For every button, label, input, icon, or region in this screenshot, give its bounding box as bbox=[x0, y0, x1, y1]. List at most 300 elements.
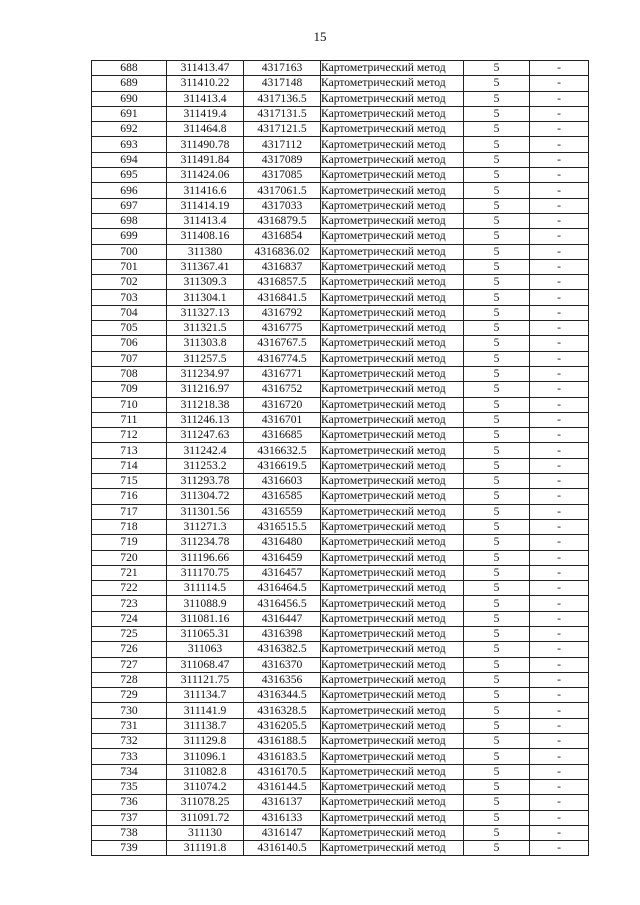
table-row bbox=[92, 504, 589, 519]
point-number-cell: 729 bbox=[92, 688, 167, 703]
y-coordinate-cell: 4317112 bbox=[244, 137, 321, 152]
description-cell: - bbox=[530, 412, 589, 427]
coordinates-table bbox=[91, 60, 589, 856]
table-row bbox=[92, 489, 589, 504]
y-coordinate-cell: 4316464.5 bbox=[244, 581, 321, 596]
method-cell: Картометрический метод bbox=[321, 764, 464, 779]
table-row bbox=[92, 474, 589, 489]
table-row bbox=[92, 412, 589, 427]
precision-cell: 5 bbox=[464, 305, 530, 320]
point-number-cell: 737 bbox=[92, 810, 167, 825]
y-coordinate-cell: 4316619.5 bbox=[244, 458, 321, 473]
x-coordinate-cell: 311170.75 bbox=[167, 565, 244, 580]
y-coordinate-cell: 4316147 bbox=[244, 825, 321, 840]
point-number-cell: 706 bbox=[92, 336, 167, 351]
y-coordinate-cell: 4316792 bbox=[244, 305, 321, 320]
table-row bbox=[92, 749, 589, 764]
x-coordinate-cell: 311242.4 bbox=[167, 443, 244, 458]
method-cell: Картометрический метод bbox=[321, 275, 464, 290]
x-coordinate-cell: 311138.7 bbox=[167, 718, 244, 733]
method-cell: Картометрический метод bbox=[321, 443, 464, 458]
y-coordinate-cell: 4316841.5 bbox=[244, 290, 321, 305]
y-coordinate-cell: 4316603 bbox=[244, 474, 321, 489]
y-coordinate-cell: 4317131.5 bbox=[244, 106, 321, 121]
precision-cell: 5 bbox=[464, 458, 530, 473]
method-cell: Картометрический метод bbox=[321, 749, 464, 764]
point-number-cell: 739 bbox=[92, 841, 167, 856]
x-coordinate-cell: 311074.2 bbox=[167, 779, 244, 794]
y-coordinate-cell: 4317136.5 bbox=[244, 91, 321, 106]
method-cell: Картометрический метод bbox=[321, 642, 464, 657]
x-coordinate-cell: 311271.3 bbox=[167, 519, 244, 534]
precision-cell: 5 bbox=[464, 275, 530, 290]
table-row bbox=[92, 810, 589, 825]
description-cell: - bbox=[530, 366, 589, 381]
table-row bbox=[92, 106, 589, 121]
y-coordinate-cell: 4316771 bbox=[244, 366, 321, 381]
x-coordinate-cell: 311081.16 bbox=[167, 611, 244, 626]
y-coordinate-cell: 4316382.5 bbox=[244, 642, 321, 657]
x-coordinate-cell: 311309.3 bbox=[167, 275, 244, 290]
precision-cell: 5 bbox=[464, 581, 530, 596]
method-cell: Картометрический метод bbox=[321, 581, 464, 596]
method-cell: Картометрический метод bbox=[321, 412, 464, 427]
precision-cell: 5 bbox=[464, 61, 530, 76]
table-row bbox=[92, 718, 589, 733]
precision-cell: 5 bbox=[464, 137, 530, 152]
precision-cell: 5 bbox=[464, 841, 530, 856]
precision-cell: 5 bbox=[464, 198, 530, 213]
y-coordinate-cell: 4316585 bbox=[244, 489, 321, 504]
table-row bbox=[92, 183, 589, 198]
description-cell: - bbox=[530, 596, 589, 611]
description-cell: - bbox=[530, 152, 589, 167]
x-coordinate-cell: 311091.72 bbox=[167, 810, 244, 825]
point-number-cell: 714 bbox=[92, 458, 167, 473]
point-number-cell: 690 bbox=[92, 91, 167, 106]
point-number-cell: 733 bbox=[92, 749, 167, 764]
point-number-cell: 709 bbox=[92, 382, 167, 397]
table-row bbox=[92, 596, 589, 611]
method-cell: Картометрический метод bbox=[321, 825, 464, 840]
table-row bbox=[92, 152, 589, 167]
x-coordinate-cell: 311078.25 bbox=[167, 795, 244, 810]
precision-cell: 5 bbox=[464, 366, 530, 381]
x-coordinate-cell: 311413.4 bbox=[167, 213, 244, 228]
table-row bbox=[92, 458, 589, 473]
precision-cell: 5 bbox=[464, 321, 530, 336]
method-cell: Картометрический метод bbox=[321, 76, 464, 91]
point-number-cell: 707 bbox=[92, 351, 167, 366]
description-cell: - bbox=[530, 810, 589, 825]
table-row bbox=[92, 703, 589, 718]
precision-cell: 5 bbox=[464, 535, 530, 550]
y-coordinate-cell: 4316356 bbox=[244, 672, 321, 687]
method-cell: Картометрический метод bbox=[321, 244, 464, 259]
description-cell: - bbox=[530, 657, 589, 672]
x-coordinate-cell: 311134.7 bbox=[167, 688, 244, 703]
table-row bbox=[92, 198, 589, 213]
x-coordinate-cell: 311303.8 bbox=[167, 336, 244, 351]
description-cell: - bbox=[530, 168, 589, 183]
y-coordinate-cell: 4316447 bbox=[244, 611, 321, 626]
x-coordinate-cell: 311380 bbox=[167, 244, 244, 259]
x-coordinate-cell: 311247.63 bbox=[167, 428, 244, 443]
precision-cell: 5 bbox=[464, 213, 530, 228]
y-coordinate-cell: 4316767.5 bbox=[244, 336, 321, 351]
precision-cell: 5 bbox=[464, 504, 530, 519]
point-number-cell: 738 bbox=[92, 825, 167, 840]
method-cell: Картометрический метод bbox=[321, 198, 464, 213]
method-cell: Картометрический метод bbox=[321, 734, 464, 749]
description-cell: - bbox=[530, 229, 589, 244]
description-cell: - bbox=[530, 764, 589, 779]
method-cell: Картометрический метод bbox=[321, 397, 464, 412]
point-number-cell: 703 bbox=[92, 290, 167, 305]
method-cell: Картометрический метод bbox=[321, 489, 464, 504]
y-coordinate-cell: 4316144.5 bbox=[244, 779, 321, 794]
point-number-cell: 717 bbox=[92, 504, 167, 519]
x-coordinate-cell: 311424.06 bbox=[167, 168, 244, 183]
x-coordinate-cell: 311413.4 bbox=[167, 91, 244, 106]
precision-cell: 5 bbox=[464, 749, 530, 764]
description-cell: - bbox=[530, 76, 589, 91]
table-row bbox=[92, 91, 589, 106]
table-row bbox=[92, 336, 589, 351]
point-number-cell: 702 bbox=[92, 275, 167, 290]
description-cell: - bbox=[530, 397, 589, 412]
description-cell: - bbox=[530, 91, 589, 106]
table-row bbox=[92, 122, 589, 137]
description-cell: - bbox=[530, 565, 589, 580]
description-cell: - bbox=[530, 672, 589, 687]
precision-cell: 5 bbox=[464, 626, 530, 641]
point-number-cell: 704 bbox=[92, 305, 167, 320]
description-cell: - bbox=[530, 183, 589, 198]
precision-cell: 5 bbox=[464, 106, 530, 121]
y-coordinate-cell: 4316836.02 bbox=[244, 244, 321, 259]
precision-cell: 5 bbox=[464, 351, 530, 366]
point-number-cell: 732 bbox=[92, 734, 167, 749]
x-coordinate-cell: 311246.13 bbox=[167, 412, 244, 427]
method-cell: Картометрический метод bbox=[321, 336, 464, 351]
y-coordinate-cell: 4316140.5 bbox=[244, 841, 321, 856]
point-number-cell: 716 bbox=[92, 489, 167, 504]
point-number-cell: 692 bbox=[92, 122, 167, 137]
table-row bbox=[92, 168, 589, 183]
description-cell: - bbox=[530, 734, 589, 749]
method-cell: Картометрический метод bbox=[321, 611, 464, 626]
precision-cell: 5 bbox=[464, 611, 530, 626]
description-cell: - bbox=[530, 504, 589, 519]
x-coordinate-cell: 311068.47 bbox=[167, 657, 244, 672]
description-cell: - bbox=[530, 749, 589, 764]
description-cell: - bbox=[530, 626, 589, 641]
table-row bbox=[92, 779, 589, 794]
description-cell: - bbox=[530, 198, 589, 213]
precision-cell: 5 bbox=[464, 779, 530, 794]
x-coordinate-cell: 311410.22 bbox=[167, 76, 244, 91]
table-row bbox=[92, 305, 589, 320]
precision-cell: 5 bbox=[464, 183, 530, 198]
y-coordinate-cell: 4316775 bbox=[244, 321, 321, 336]
precision-cell: 5 bbox=[464, 412, 530, 427]
y-coordinate-cell: 4316188.5 bbox=[244, 734, 321, 749]
method-cell: Картометрический метод bbox=[321, 183, 464, 198]
x-coordinate-cell: 311063 bbox=[167, 642, 244, 657]
method-cell: Картометрический метод bbox=[321, 290, 464, 305]
x-coordinate-cell: 311096.1 bbox=[167, 749, 244, 764]
table-row bbox=[92, 76, 589, 91]
x-coordinate-cell: 311141.9 bbox=[167, 703, 244, 718]
method-cell: Картометрический метод bbox=[321, 810, 464, 825]
point-number-cell: 711 bbox=[92, 412, 167, 427]
y-coordinate-cell: 4316370 bbox=[244, 657, 321, 672]
table-row bbox=[92, 382, 589, 397]
x-coordinate-cell: 311414.19 bbox=[167, 198, 244, 213]
point-number-cell: 699 bbox=[92, 229, 167, 244]
precision-cell: 5 bbox=[464, 474, 530, 489]
method-cell: Картометрический метод bbox=[321, 474, 464, 489]
y-coordinate-cell: 4316879.5 bbox=[244, 213, 321, 228]
x-coordinate-cell: 311304.72 bbox=[167, 489, 244, 504]
table-row bbox=[92, 137, 589, 152]
method-cell: Картометрический метод bbox=[321, 458, 464, 473]
description-cell: - bbox=[530, 213, 589, 228]
table-row bbox=[92, 244, 589, 259]
precision-cell: 5 bbox=[464, 382, 530, 397]
point-number-cell: 701 bbox=[92, 259, 167, 274]
method-cell: Картометрический метод bbox=[321, 229, 464, 244]
x-coordinate-cell: 311491.84 bbox=[167, 152, 244, 167]
y-coordinate-cell: 4316170.5 bbox=[244, 764, 321, 779]
x-coordinate-cell: 311464.8 bbox=[167, 122, 244, 137]
point-number-cell: 721 bbox=[92, 565, 167, 580]
description-cell: - bbox=[530, 351, 589, 366]
precision-cell: 5 bbox=[464, 718, 530, 733]
precision-cell: 5 bbox=[464, 764, 530, 779]
y-coordinate-cell: 4317089 bbox=[244, 152, 321, 167]
method-cell: Картометрический метод bbox=[321, 550, 464, 565]
table-row bbox=[92, 321, 589, 336]
precision-cell: 5 bbox=[464, 259, 530, 274]
precision-cell: 5 bbox=[464, 703, 530, 718]
description-cell: - bbox=[530, 106, 589, 121]
y-coordinate-cell: 4316837 bbox=[244, 259, 321, 274]
method-cell: Картометрический метод bbox=[321, 504, 464, 519]
x-coordinate-cell: 311121.75 bbox=[167, 672, 244, 687]
y-coordinate-cell: 4316457 bbox=[244, 565, 321, 580]
description-cell: - bbox=[530, 244, 589, 259]
y-coordinate-cell: 4316720 bbox=[244, 397, 321, 412]
precision-cell: 5 bbox=[464, 810, 530, 825]
x-coordinate-cell: 311413.47 bbox=[167, 61, 244, 76]
y-coordinate-cell: 4317121.5 bbox=[244, 122, 321, 137]
y-coordinate-cell: 4316857.5 bbox=[244, 275, 321, 290]
description-cell: - bbox=[530, 688, 589, 703]
table-row bbox=[92, 351, 589, 366]
table-row bbox=[92, 397, 589, 412]
description-cell: - bbox=[530, 275, 589, 290]
x-coordinate-cell: 311408.16 bbox=[167, 229, 244, 244]
x-coordinate-cell: 311419.4 bbox=[167, 106, 244, 121]
description-cell: - bbox=[530, 519, 589, 534]
x-coordinate-cell: 311490.78 bbox=[167, 137, 244, 152]
method-cell: Картометрический метод bbox=[321, 351, 464, 366]
point-number-cell: 698 bbox=[92, 213, 167, 228]
point-number-cell: 700 bbox=[92, 244, 167, 259]
description-cell: - bbox=[530, 290, 589, 305]
point-number-cell: 720 bbox=[92, 550, 167, 565]
precision-cell: 5 bbox=[464, 550, 530, 565]
method-cell: Картометрический метод bbox=[321, 213, 464, 228]
y-coordinate-cell: 4317163 bbox=[244, 61, 321, 76]
description-cell: - bbox=[530, 336, 589, 351]
description-cell: - bbox=[530, 718, 589, 733]
point-number-cell: 689 bbox=[92, 76, 167, 91]
coordinates-table-body bbox=[92, 61, 589, 856]
y-coordinate-cell: 4316632.5 bbox=[244, 443, 321, 458]
point-number-cell: 705 bbox=[92, 321, 167, 336]
precision-cell: 5 bbox=[464, 76, 530, 91]
y-coordinate-cell: 4316685 bbox=[244, 428, 321, 443]
x-coordinate-cell: 311082.8 bbox=[167, 764, 244, 779]
table-row bbox=[92, 428, 589, 443]
x-coordinate-cell: 311257.5 bbox=[167, 351, 244, 366]
table-row bbox=[92, 565, 589, 580]
table-row bbox=[92, 213, 589, 228]
x-coordinate-cell: 311114.5 bbox=[167, 581, 244, 596]
x-coordinate-cell: 311293.78 bbox=[167, 474, 244, 489]
y-coordinate-cell: 4316328.5 bbox=[244, 703, 321, 718]
x-coordinate-cell: 311321.5 bbox=[167, 321, 244, 336]
y-coordinate-cell: 4316459 bbox=[244, 550, 321, 565]
point-number-cell: 725 bbox=[92, 626, 167, 641]
method-cell: Картометрический метод bbox=[321, 428, 464, 443]
point-number-cell: 736 bbox=[92, 795, 167, 810]
description-cell: - bbox=[530, 535, 589, 550]
precision-cell: 5 bbox=[464, 825, 530, 840]
table-row bbox=[92, 795, 589, 810]
precision-cell: 5 bbox=[464, 734, 530, 749]
point-number-cell: 726 bbox=[92, 642, 167, 657]
precision-cell: 5 bbox=[464, 244, 530, 259]
point-number-cell: 710 bbox=[92, 397, 167, 412]
table-row bbox=[92, 229, 589, 244]
table-row bbox=[92, 535, 589, 550]
point-number-cell: 712 bbox=[92, 428, 167, 443]
x-coordinate-cell: 311367.41 bbox=[167, 259, 244, 274]
precision-cell: 5 bbox=[464, 336, 530, 351]
method-cell: Картометрический метод bbox=[321, 795, 464, 810]
precision-cell: 5 bbox=[464, 290, 530, 305]
precision-cell: 5 bbox=[464, 565, 530, 580]
y-coordinate-cell: 4317148 bbox=[244, 76, 321, 91]
description-cell: - bbox=[530, 305, 589, 320]
table-row bbox=[92, 642, 589, 657]
point-number-cell: 723 bbox=[92, 596, 167, 611]
point-number-cell: 696 bbox=[92, 183, 167, 198]
y-coordinate-cell: 4316480 bbox=[244, 535, 321, 550]
x-coordinate-cell: 311327.13 bbox=[167, 305, 244, 320]
description-cell: - bbox=[530, 703, 589, 718]
precision-cell: 5 bbox=[464, 519, 530, 534]
x-coordinate-cell: 311218.38 bbox=[167, 397, 244, 412]
description-cell: - bbox=[530, 642, 589, 657]
point-number-cell: 718 bbox=[92, 519, 167, 534]
point-number-cell: 727 bbox=[92, 657, 167, 672]
point-number-cell: 708 bbox=[92, 366, 167, 381]
point-number-cell: 735 bbox=[92, 779, 167, 794]
y-coordinate-cell: 4316752 bbox=[244, 382, 321, 397]
description-cell: - bbox=[530, 474, 589, 489]
point-number-cell: 719 bbox=[92, 535, 167, 550]
y-coordinate-cell: 4316456.5 bbox=[244, 596, 321, 611]
method-cell: Картометрический метод bbox=[321, 152, 464, 167]
point-number-cell: 694 bbox=[92, 152, 167, 167]
x-coordinate-cell: 311304.1 bbox=[167, 290, 244, 305]
page-number: 15 bbox=[313, 29, 327, 44]
method-cell: Картометрический метод bbox=[321, 779, 464, 794]
method-cell: Картометрический метод bbox=[321, 305, 464, 320]
y-coordinate-cell: 4316137 bbox=[244, 795, 321, 810]
y-coordinate-cell: 4316854 bbox=[244, 229, 321, 244]
table-row bbox=[92, 672, 589, 687]
method-cell: Картометрический метод bbox=[321, 718, 464, 733]
table-row bbox=[92, 519, 589, 534]
description-cell: - bbox=[530, 137, 589, 152]
method-cell: Картометрический метод bbox=[321, 519, 464, 534]
y-coordinate-cell: 4316559 bbox=[244, 504, 321, 519]
point-number-cell: 722 bbox=[92, 581, 167, 596]
description-cell: - bbox=[530, 581, 589, 596]
y-coordinate-cell: 4317061.5 bbox=[244, 183, 321, 198]
x-coordinate-cell: 311253.2 bbox=[167, 458, 244, 473]
x-coordinate-cell: 311129.8 bbox=[167, 734, 244, 749]
precision-cell: 5 bbox=[464, 688, 530, 703]
table-row bbox=[92, 366, 589, 381]
method-cell: Картометрический метод bbox=[321, 91, 464, 106]
point-number-cell: 724 bbox=[92, 611, 167, 626]
precision-cell: 5 bbox=[464, 91, 530, 106]
method-cell: Картометрический метод bbox=[321, 596, 464, 611]
method-cell: Картометрический метод bbox=[321, 535, 464, 550]
table-row bbox=[92, 550, 589, 565]
y-coordinate-cell: 4316205.5 bbox=[244, 718, 321, 733]
description-cell: - bbox=[530, 795, 589, 810]
point-number-cell: 697 bbox=[92, 198, 167, 213]
table-row bbox=[92, 275, 589, 290]
method-cell: Картометрический метод bbox=[321, 168, 464, 183]
precision-cell: 5 bbox=[464, 443, 530, 458]
table-row bbox=[92, 61, 589, 76]
description-cell: - bbox=[530, 321, 589, 336]
point-number-cell: 731 bbox=[92, 718, 167, 733]
point-number-cell: 728 bbox=[92, 672, 167, 687]
method-cell: Картометрический метод bbox=[321, 688, 464, 703]
point-number-cell: 688 bbox=[92, 61, 167, 76]
description-cell: - bbox=[530, 382, 589, 397]
precision-cell: 5 bbox=[464, 657, 530, 672]
x-coordinate-cell: 311065.31 bbox=[167, 626, 244, 641]
table-row bbox=[92, 841, 589, 856]
method-cell: Картометрический метод bbox=[321, 137, 464, 152]
x-coordinate-cell: 311130 bbox=[167, 825, 244, 840]
y-coordinate-cell: 4316701 bbox=[244, 412, 321, 427]
point-number-cell: 730 bbox=[92, 703, 167, 718]
description-cell: - bbox=[530, 443, 589, 458]
point-number-cell: 691 bbox=[92, 106, 167, 121]
